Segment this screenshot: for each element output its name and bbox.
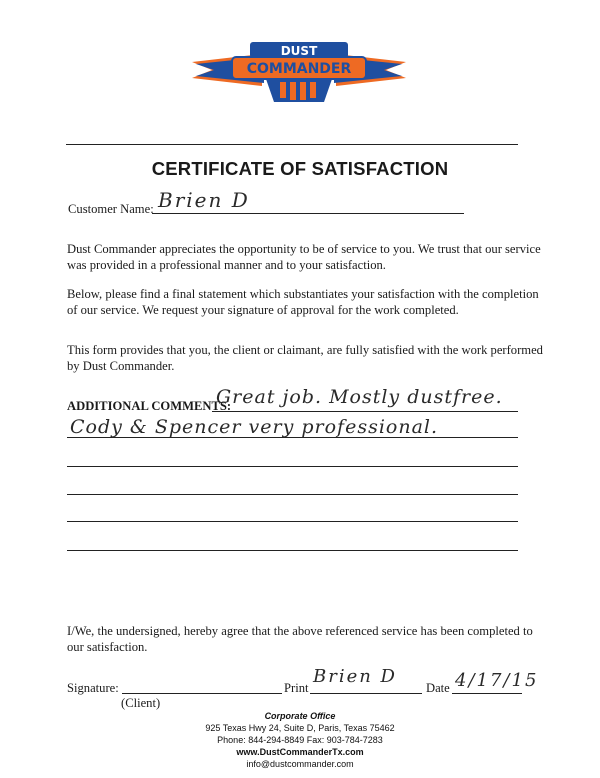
date-value: 4/17/15 [455,670,539,691]
footer-phones: Phone: 844-294-8849 Fax: 903-784-7283 [217,735,383,745]
intro-paragraph: Dust Commander appreciates the opportunity to be of service to you. We trust that our service was provided in a professional manner and to your satisfaction. [67,242,541,272]
signature-label: Signature: [67,681,119,695]
footer-block [0,710,600,770]
comment-rule-4 [67,494,518,495]
footer-address: 925 Texas Hwy 24, Suite D, Paris, Texas 75462 [205,723,395,733]
logo-word-2: COMMANDER [246,61,352,77]
client-label: (Client) [121,696,161,710]
page-title: CERTIFICATE OF SATISFACTION [151,158,449,179]
agreement-text: I/We, the undersigned, hereby agree that the above referenced service has been completed to our satisfaction. [67,624,533,654]
header-rule [66,144,518,145]
date-line [452,693,522,694]
date-label: Date [426,681,450,695]
comment-rule-6 [67,550,518,551]
comment-rule-3 [67,466,518,467]
additional-comments-label: ADDITIONAL COMMENTS: [67,399,232,413]
footer-email: info@dustcommander.com [246,759,354,769]
print-line [310,693,422,694]
comment-rule-5 [67,521,518,522]
customer-name-line [152,213,464,214]
print-name-value: Brien D [313,666,397,687]
footer-website: www.DustCommanderTx.com [236,747,364,757]
footer-heading: Corporate Office [264,711,336,721]
comment-rule-2 [67,437,518,438]
comment-line-2: Cody & Spencer very professional. [70,416,439,438]
dust-commander-logo [192,40,406,104]
print-label: Print [284,681,309,695]
provision-paragraph: This form provides that you, the client or claimant, are fully satisfied with the work performed by Dust Commander. [67,343,543,373]
comment-line-1: Great job. Mostly dustfree. [216,386,503,408]
customer-name-label: Customer Name: [68,202,154,216]
customer-name-value: Brien D [158,188,250,212]
logo-word-1: DUST [280,44,318,58]
signature-line [122,693,282,694]
statement-paragraph: Below, please find a final statement which substantiates your satisfaction with the completion of our service. We request your signature of approval for the work completed. [67,287,539,317]
comment-rule-1 [212,411,518,412]
